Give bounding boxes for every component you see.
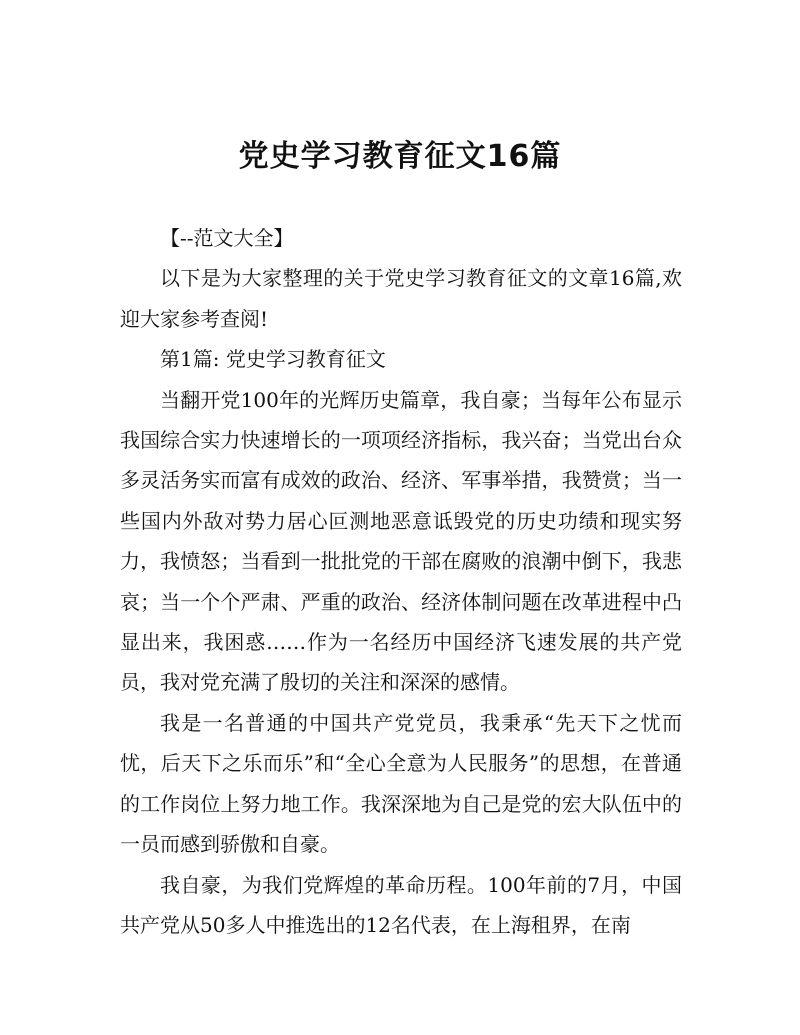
body-paragraph: 我自豪，为我们党辉煌的革命历程。100年前的7月，中国共产党从50多人中推选出的12名代表，在上海租界，在南 xyxy=(120,872,682,937)
body-paragraph: 我是一名普通的中国共产党党员，我秉承“先天下之忧而忧，后天下之乐而乐”和“全心全意为人民服务”的思想，在普通的工作岗位上努力地工作。我深深地为自己是党的宏大队伍中的一员而感到骄傲和自豪。 xyxy=(120,710,682,857)
document-body xyxy=(120,218,682,945)
category-tag: 【--范文大全】 xyxy=(160,226,294,250)
section-heading: 第1篇: 党史学习教育征文 xyxy=(160,347,386,372)
body-paragraph: 当翻开党100年的光辉历史篇章，我自豪；当每年公布显示我国综合实力快速增长的一项项经济指标，我兴奋；当党出台众多灵活务实而富有成效的政治、经济、军事举措，我赞赏；当一些国内外敌对势力居心叵测地恶意诋毁党的历史功绩和现实努力，我愤怒；当看到一批批党的干部在腐败的浪潮中倒下，我悲哀；当一个个严肃、严重的政治、经济体制问题在改革进程中凸显出来，我困惑……作为一名经历中国经济飞速发展的共产党员，我对党充满了殷切的关注和深深的感情。 xyxy=(120,387,682,695)
intro-paragraph: 以下是为大家整理的关于党史学习教育征文的文章16篇,欢迎大家参考查阅! xyxy=(120,266,682,331)
document-title: 党史学习教育征文16篇 xyxy=(238,139,562,174)
